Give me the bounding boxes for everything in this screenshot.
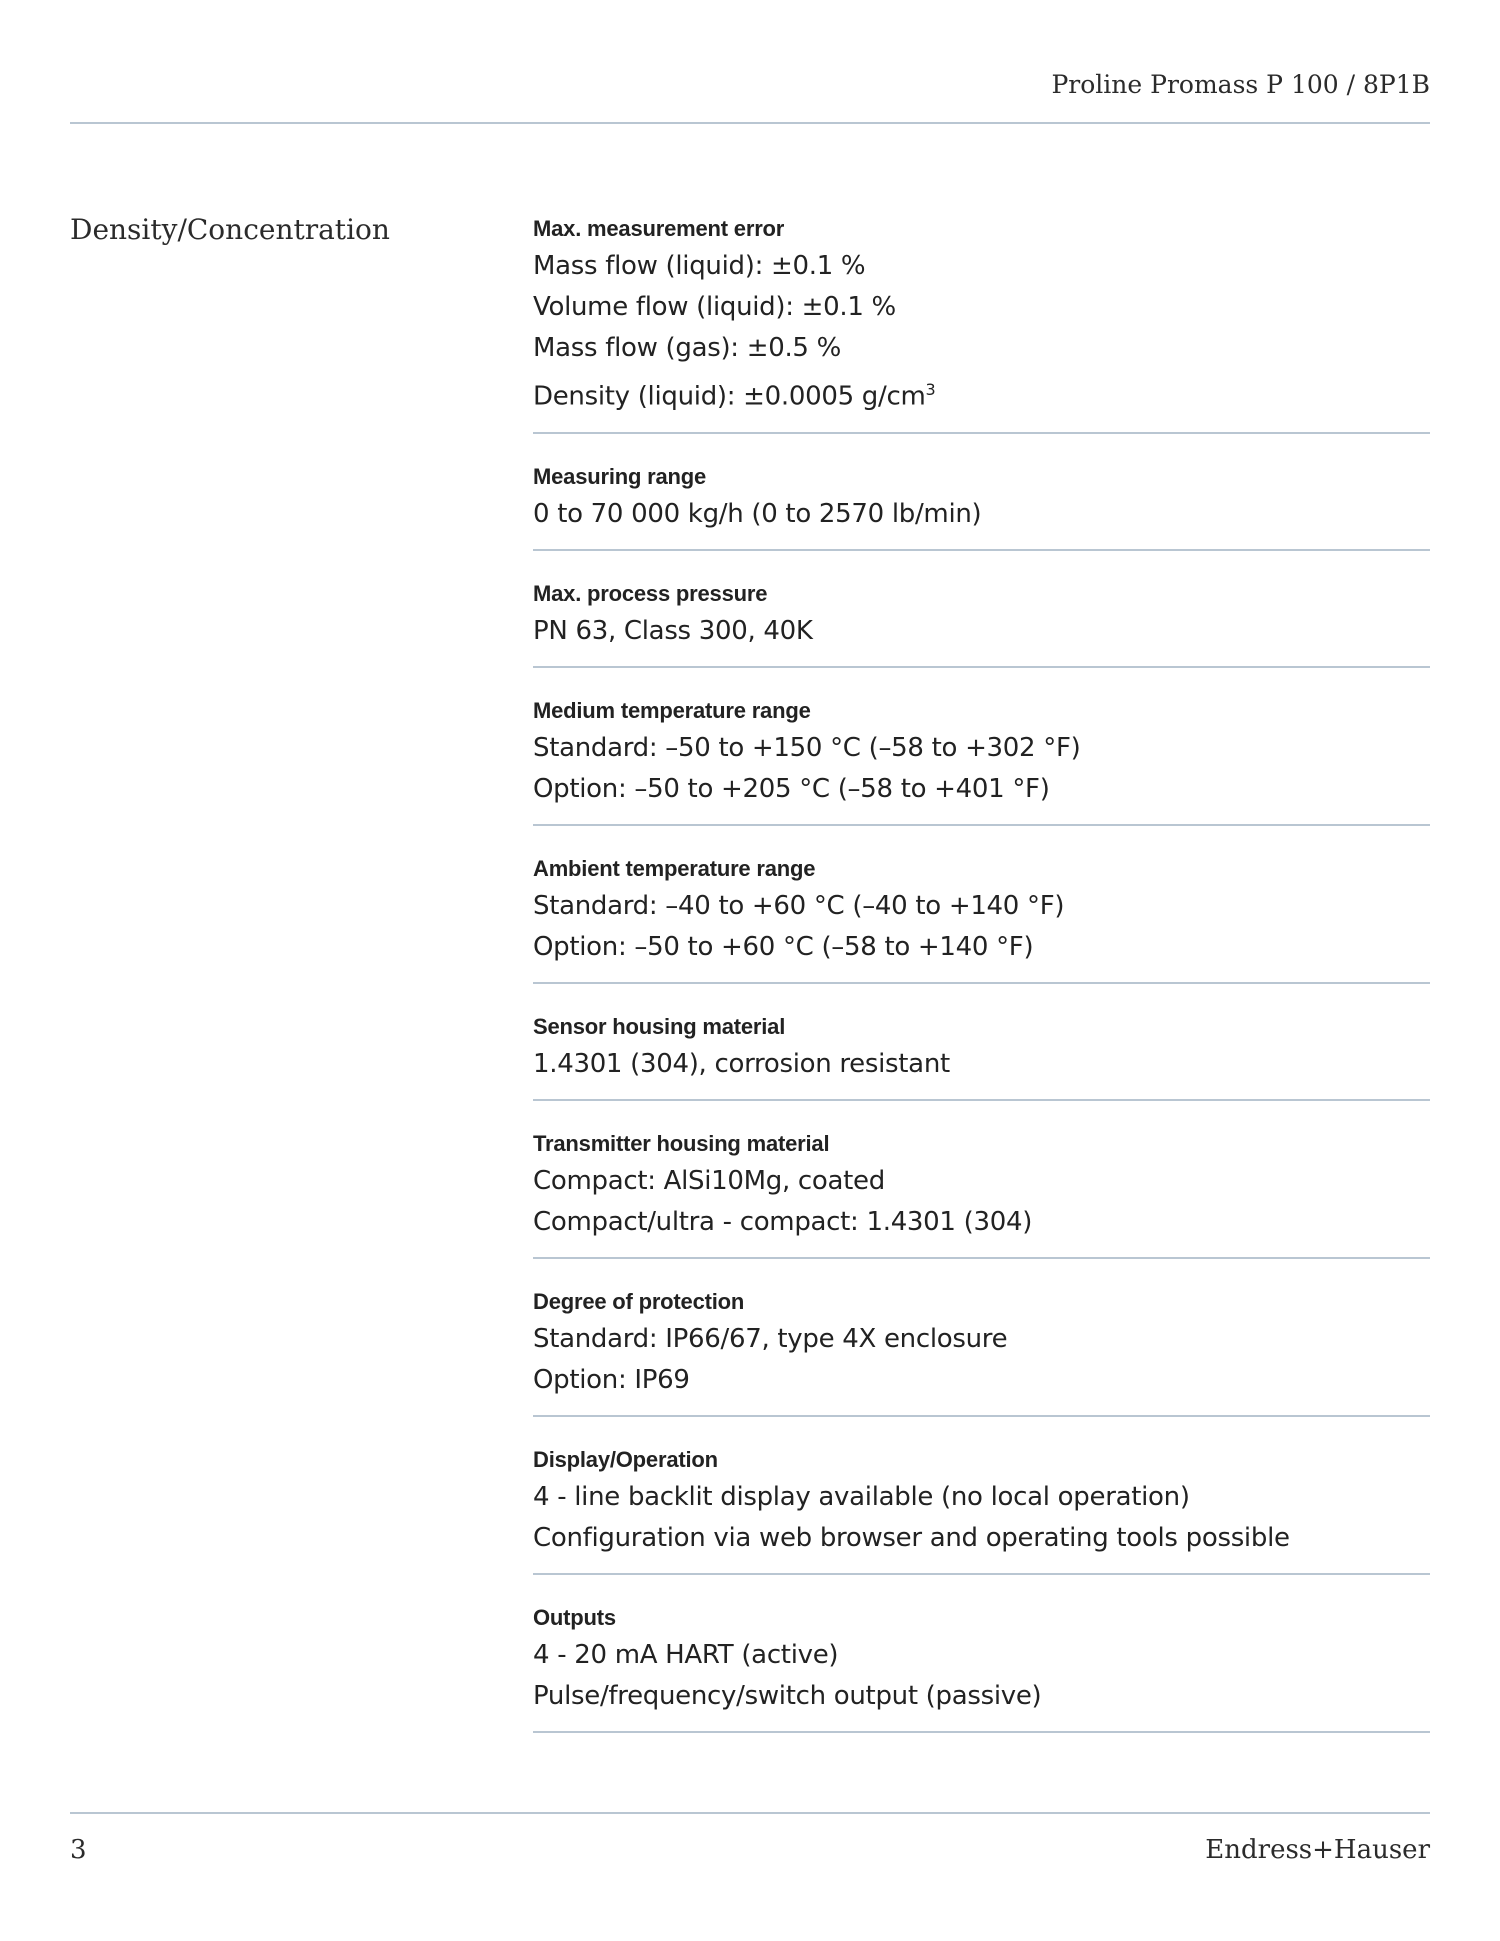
- spec-label: Outputs: [533, 1604, 616, 1630]
- spec-max-measurement-error: [533, 212, 1430, 434]
- spec-label: Max. process pressure: [533, 580, 768, 606]
- spec-value: Option: –50 to +60 °C (–58 to +140 °F): [533, 931, 1034, 962]
- spec-value: 0 to 70 000 kg/h (0 to 2570 lb/min): [533, 498, 982, 529]
- spec-transmitter-housing-material: [533, 1127, 1430, 1259]
- spec-value-text: Density (liquid): ±0.0005 g/cm: [533, 381, 926, 412]
- spec-max-process-pressure: [533, 577, 1430, 668]
- spec-value: Configuration via web browser and operating tools possible: [533, 1522, 1290, 1553]
- spec-label: Degree of protection: [533, 1288, 745, 1314]
- spec-label: Medium temperature range: [533, 697, 811, 723]
- spec-label: Sensor housing material: [533, 1013, 786, 1039]
- spec-label: Max. measurement error: [533, 216, 785, 241]
- spec-value: 4 - line backlit display available (no local operation): [533, 1481, 1190, 1512]
- header-divider: [70, 122, 1430, 124]
- spec-outputs: [533, 1601, 1430, 1733]
- brand-logo-text: Endress+Hauser: [1205, 1835, 1430, 1865]
- spec-medium-temperature-range: [533, 694, 1430, 826]
- section-title: Density/Concentration: [70, 213, 390, 246]
- footer-divider: [70, 1812, 1430, 1814]
- spec-value: Mass flow (gas): ±0.5 %: [533, 333, 842, 363]
- spec-value: Option: IP69: [533, 1364, 690, 1395]
- spec-degree-of-protection: [533, 1285, 1430, 1417]
- superscript-exponent: 3: [925, 380, 936, 399]
- spec-value: PN 63, Class 300, 40K: [533, 615, 813, 646]
- spec-value: Standard: –40 to +60 °C (–40 to +140 °F): [533, 890, 1065, 921]
- spec-sensor-housing-material: [533, 1010, 1430, 1101]
- page-number: 3: [70, 1835, 87, 1865]
- spec-value: Compact/ultra - compact: 1.4301 (304): [533, 1206, 1033, 1237]
- spec-value: 4 - 20 mA HART (active): [533, 1639, 839, 1670]
- spec-value: 1.4301 (304), corrosion resistant: [533, 1048, 950, 1079]
- spec-ambient-temperature-range: [533, 852, 1430, 984]
- spec-label: Ambient temperature range: [533, 855, 816, 881]
- spec-value: Standard: IP66/67, type 4X enclosure: [533, 1323, 1008, 1354]
- spec-value: Standard: –50 to +150 °C (–58 to +302 °F): [533, 732, 1081, 763]
- spec-display-operation: [533, 1443, 1430, 1575]
- spec-value: Compact: AlSi10Mg, coated: [533, 1165, 885, 1196]
- spec-value: Volume flow (liquid): ±0.1 %: [533, 292, 896, 322]
- spec-value: Pulse/frequency/switch output (passive): [533, 1680, 1042, 1711]
- document-header-title: Proline Promass P 100 / 8P1B: [1051, 70, 1430, 99]
- spec-value: Option: –50 to +205 °C (–58 to +401 °F): [533, 773, 1050, 804]
- spec-value: Mass flow (liquid): ±0.1 %: [533, 251, 866, 281]
- spec-value-density: [533, 369, 1430, 418]
- spec-label: Display/Operation: [533, 1446, 718, 1472]
- spec-label: Measuring range: [533, 463, 707, 489]
- spec-measuring-range: [533, 460, 1430, 551]
- spec-list: [533, 212, 1430, 1759]
- spec-label: Transmitter housing material: [533, 1130, 830, 1156]
